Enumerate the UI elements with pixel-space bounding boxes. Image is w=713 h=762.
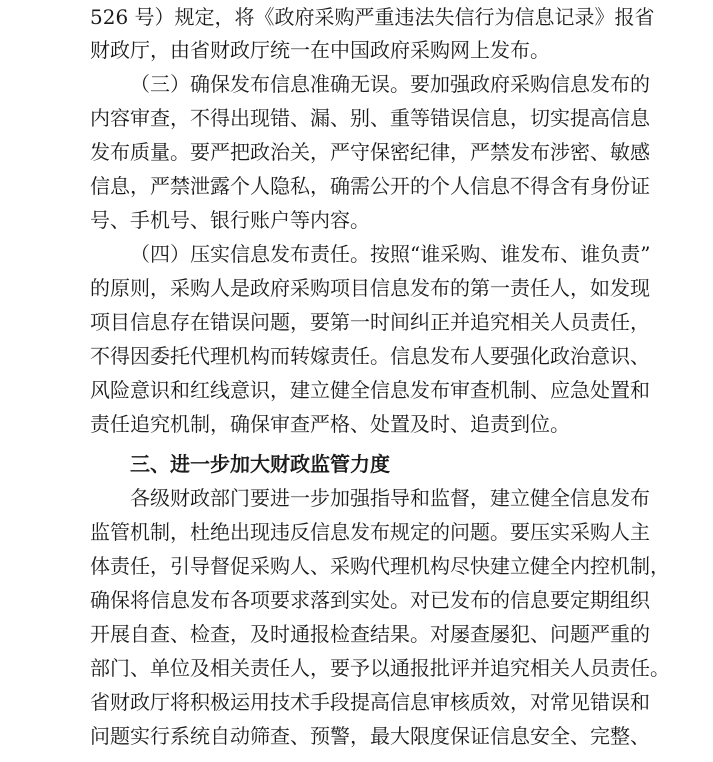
section-heading: 三、进一步加大财政监管力度 (130, 452, 390, 476)
text-line-6: 信息，严禁泄露个人隐私，确需公开的个人信息不得含有身份证 (90, 174, 650, 198)
text-line-4: 内容审查，不得出现错、漏、别、重等错误信息，切实提高信息 (90, 106, 650, 130)
text-line-19: 开展自查、检查，及时通报检查结果。对屡查屡犯、问题严重的 (90, 622, 650, 646)
text-line-5: 发布质量。要严把政治关，严守保密纪律，严禁发布涉密、敏感 (90, 140, 650, 164)
text-line-21: 省财政厅将积极运用技术手段提高信息审核质效，对常见错误和 (90, 690, 650, 714)
text-line-20: 部门、单位及相关责任人，要予以通报批评并追究相关人员责任。 (90, 656, 670, 680)
text-line-10: 项目信息存在错误问题，要第一时间纠正并追究相关人员责任， (90, 310, 650, 334)
text-line-3: （三）确保发布信息准确无误。要加强政府采购信息发布的 (130, 72, 650, 96)
text-line-13: 责任追究机制，确保审查严格、处置及时、追责到位。 (90, 412, 570, 436)
text-line-8: （四）压实信息发布责任。按照“谁采购、谁发布、谁负责” (130, 242, 651, 266)
text-line-22: 问题实行系统自动筛查、预警，最大限度保证信息安全、完整、 (90, 724, 650, 748)
text-line-18: 确保将信息发布各项要求落到实处。对已发布的信息要定期组织 (90, 588, 650, 612)
text-line-12: 风险意识和红线意识，建立健全信息发布审查机制、应急处置和 (90, 378, 650, 402)
text-line-16: 监管机制，杜绝出现违反信息发布规定的问题。要压实采购人主 (90, 520, 650, 544)
text-line-1: 526 号）规定，将《政府采购严重违法失信行为信息记录》报省 (90, 5, 655, 29)
text-line-11: 不得因委托代理机构而转嫁责任。信息发布人要强化政治意识、 (90, 344, 650, 368)
text-line-17: 体责任，引导督促采购人、采购代理机构尽快建立健全内控机制， (90, 554, 670, 578)
text-line-2: 财政厅，由省财政厅统一在中国政府采购网上发布。 (90, 38, 550, 62)
text-line-9: 的原则，采购人是政府采购项目信息发布的第一责任人，如发现 (90, 276, 650, 300)
text-line-7: 号、手机号、银行账户等内容。 (90, 208, 370, 232)
text-line-15: 各级财政部门要进一步加强指导和监督，建立健全信息发布 (130, 486, 650, 510)
